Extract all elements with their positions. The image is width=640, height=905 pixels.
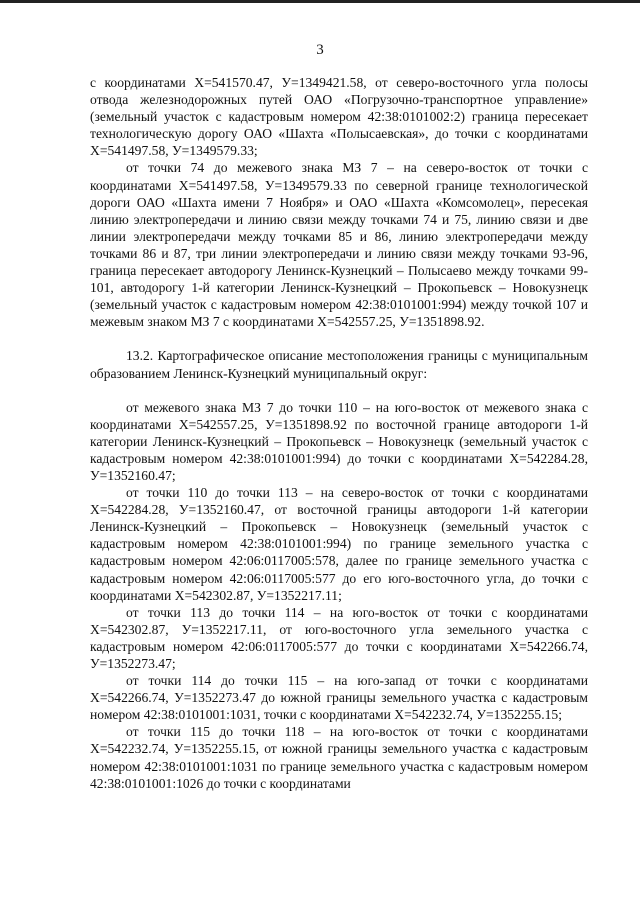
document-body: [90, 74, 588, 792]
top-border-line: [0, 0, 640, 3]
paragraph-115-to-118: от точки 115 до точки 118 – на юго-восток от точки с координатами Х=542232.74, У=1352255.15, от южной границы земельного участка с кадастровым номером 42:38:0101001:1031 по границе земельного участка с кадастровым номером 42:38:0101001:1026 до точки с координатами: [90, 724, 588, 791]
paragraph-113-to-114: от точки 113 до точки 114 – на юго-восток от точки с координатами Х=542302.87, У=1352217.11, от юго-восточного угла земельного участка с кадастровым номером 42:06:0117005:577 до точки с координатами Х=542266.74, У=1352273.47;: [90, 604, 588, 671]
paragraph-continuation: с координатами Х=541570.47, У=1349421.58, от северо-восточного угла полосы отвода железнодорожных путей ОАО «Погрузочно-транспортное управление» (земельный участок с кадастровым номером 42:38:0101002:2) граница пересекает технологическую дорогу ОАО «Шахта «Полысаевская», до точки с координатами Х=541497.58, У=1349579.33;: [90, 75, 588, 159]
page-number: 3: [316, 42, 324, 58]
paragraph-114-to-115: от точки 114 до точки 115 – на юго-запад от точки с координатами Х=542266.74, У=1352273.47 до южной границы земельного участка с кадастровым номером 42:38:0101001:1031, точки с координатами Х=542232.74, У=1352255.15;: [90, 673, 588, 723]
paragraph-mz7-to-110: от межевого знака МЗ 7 до точки 110 – на юго-восток от межевого знака с координатами Х=542557.25, У=1351898.92 по восточной границе автодороги 1-й категории Ленинск-Кузнецкий – Прокопьевск – Новокузнецк (земельный участок с кадастровым номером 42:38:0101001:994) до точки с координатами Х=542284.28, У=1352160.47;: [90, 399, 588, 483]
paragraph-110-to-113: от точки 110 до точки 113 – на северо-восток от точки с координатами Х=542284.28, У=1352160.47, от восточной границы автодороги 1-й категории Ленинск-Кузнецкий – Прокопьевск – Новокузнецк (земельный участок с кадастровым номером 42:38:0101001:994) по границе земельного участка с кадастровым номером 42:06:0117005:578, далее по границе земельного участка с кадастровым номером 42:06:0117005:577 до его юго-восточного угла, до точки с координатами Х=542302.87, У=1352217.11;: [90, 485, 588, 603]
paragraph-point-74: от точки 74 до межевого знака МЗ 7 – на северо-восток от точки с координатами Х=541497.58, У=1349579.33 по северной границе технологической дороги ОАО «Шахта имени 7 Ноября» и ОАО «Шахта «Комсомолец», пересекая линию электропередачи и линию связи между точками 74 и 75, линию связи и две линии электропередачи между точками 85 и 86, линию электропередачи между точками 86 и 87, три линии электропередачи и линию связи между точками 93-96, граница пересекает автодорогу Ленинск-Кузнецкий – Полысаево между точками 99-101, автодорогу 1-й категории Ленинск-Кузнецкий – Прокопьевск – Новокузнецк (земельный участок с кадастровым номером 42:38:0101001:994) между точкой 107 и межевым знаком МЗ 7 с координатами Х=542557.25, У=1351898.92.: [90, 160, 588, 330]
section-heading-13-2: 13.2. Картографическое описание местоположения границы с муниципальным образованием Ленинск-Кузнецкий муниципальный округ:: [90, 348, 588, 381]
